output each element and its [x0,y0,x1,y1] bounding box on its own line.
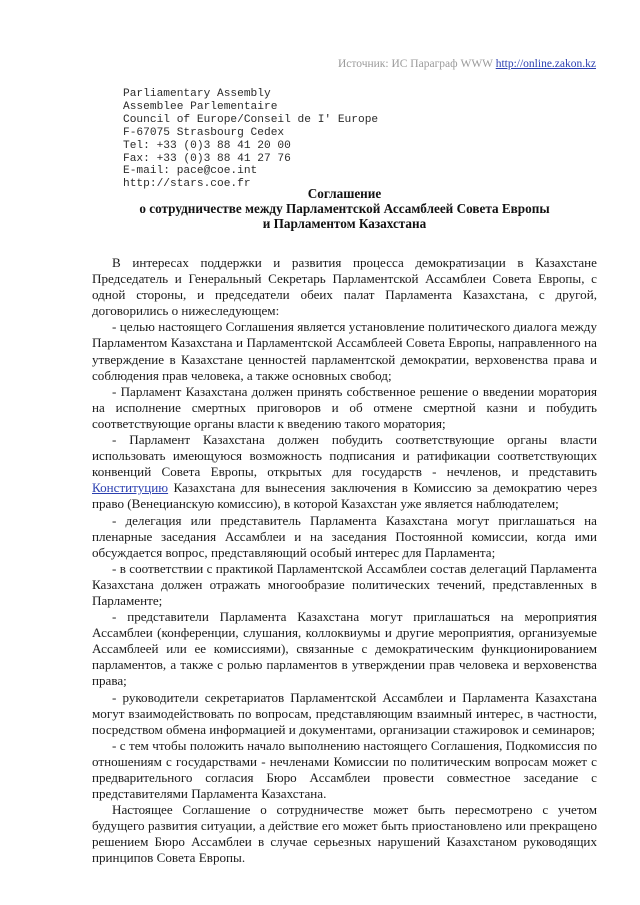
address-line-web: http://stars.coe.fr [123,178,251,191]
document-title [92,186,597,231]
source-attribution [338,58,596,70]
title-line-2: о сотрудничестве между Парламентской Ассамблеей Совета Европы [139,201,550,216]
paragraph-conventions-text-before: - Парламент Казахстана должен побудить соответствующие органы власти использовать имеющуюся возможность подписания и ратификации соответствующих конвенций Совета Европы, открытых для государств - нечленов, и представить [92,432,597,480]
paragraph-subcommission: - с тем чтобы положить начало выполнению настоящего Соглашения, Подкомиссия по отношениям с государствами - нечленами Комиссии по политическим вопросам может с предварительного согласия Бюро Ассамблеи провести совместное заседание с представителями Парламента Казахстана. [92,737,597,802]
address-line-council: Council of Europe/Conseil de I' Europe [123,113,379,126]
address-line-city: F-67075 Strasbourg Cedex [123,126,285,139]
document-body [92,255,597,867]
paragraph-secretariats: - руководители секретариатов Парламентской Ассамблеи и Парламента Казахстана могут взаимодействовать по вопросам, представляющим взаимный интерес, в частности, посредством обмена информацией и документами, организации стажировок и семинаров; [92,689,597,737]
paragraph-composition: - в соответствии с практикой Парламентской Ассамблеи состав делегаций Парламента Казахстана должен отражать многообразие политических течений, представленных в Парламенте; [92,560,597,608]
paragraph-goal: - целью настоящего Соглашения является установление политического диалога между Парламентом Казахстана и Парламентской Ассамблеей Совета Европы, направленного на утверждение в Казахстане ценностей парламентской демократии, верховенства права и соблюдения прав человека, а также основных свобод; [92,319,597,383]
paragraph-preamble: В интересах поддержки и развития процесса демократизации в Казахстане Председатель и Генеральный Секретарь Парламентской Ассамблеи Совета Европы, с одной стороны, и председатели обеих палат Парламента Казахстана, с другой, договорились о нижеследующем: [92,255,597,319]
paragraph-revision: Настоящее Соглашение о сотрудничестве может быть пересмотрено с учетом будущего развития ситуации, а действие его может быть приостановлено или прекращено решением Бюро Ассамблеи в случае серьезных нарушений Казахстаном руководящих принципов Совета Европы. [92,802,597,866]
address-line-org: Parliamentary Assembly [123,88,271,100]
title-line-3: и Парламентом Казахстана [262,216,427,231]
address-line-fax: Fax: +33 (0)3 88 41 27 76 [123,152,291,165]
title-line-1: Соглашение [307,186,382,201]
paragraph-moratorium: - Парламент Казахстана должен принять собственное решение о введении моратория на исполнение смертных приговоров и об отмене смертной казни и побудить соответствующие органы власти к введению такого моратория; [92,383,597,431]
paragraph-conventions-text-after: Казахстана для вынесения заключения в Комиссию за демократию через право (Венецианскую комиссию), в которой Казахстан уже является наблюдателем; [92,480,597,512]
address-line-tel: Tel: +33 (0)3 88 41 20 00 [123,139,291,152]
constitution-link[interactable]: Конституцию [92,480,169,496]
source-prefix: Источник: ИС Параграф WWW [337,58,493,70]
paragraph-events: - представители Парламента Казахстана могут приглашаться на мероприятия Ассамблеи (конференции, слушания, коллоквиумы и другие мероприятия, организуемые Ассамблеей или ее комиссиями), связанные с демократическим функционированием парламентов, а также с ролью парламентов в утверждении прав человека и верховенства права; [92,609,597,689]
address-block [123,88,378,191]
paragraph-delegation: - делегация или представитель Парламента Казахстана могут приглашаться на пленарные заседания Ассамблеи и на заседания Постоянной комиссии, когда ими обсуждается вопрос, представляющий особый интерес для Парламента; [92,512,597,560]
source-link[interactable]: http://online.zakon.kz [495,58,596,70]
address-line-email: E-mail: pace@coe.int [123,165,258,178]
paragraph-conventions [92,432,597,512]
address-line-org-fr: Assemblee Parlementaire [123,100,278,113]
